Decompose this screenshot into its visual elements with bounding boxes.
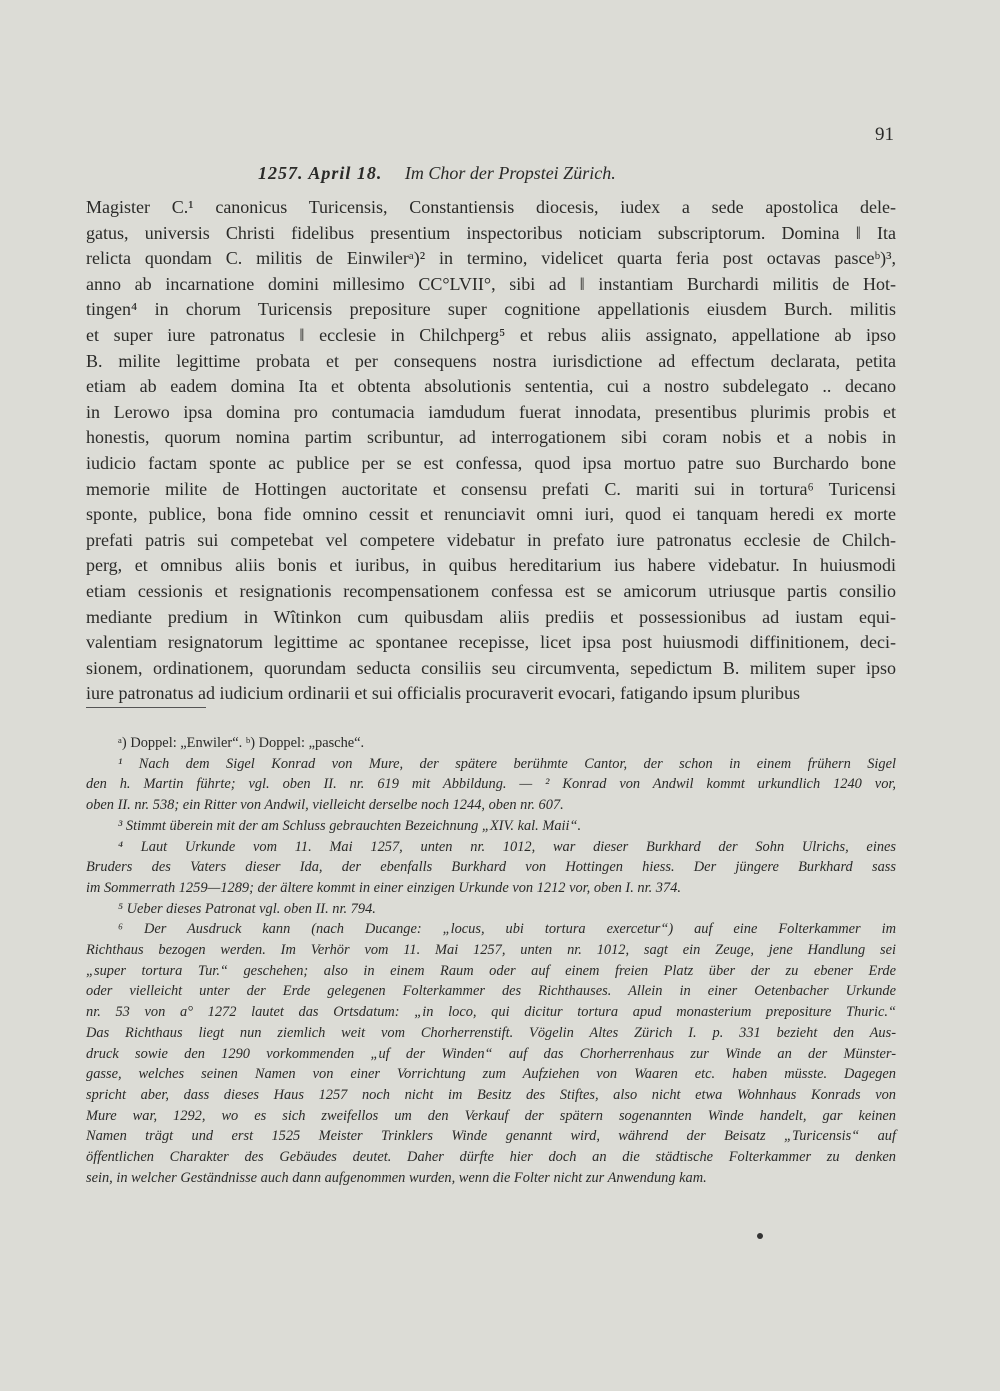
text-line: prefati patris sui competebat vel competere videbatur in prefato iure patronatus ecclesie de Chilch- xyxy=(86,529,896,550)
footnote-line: den h. Martin führte; vgl. oben II. nr. 619 mit Abbildung. — ² Konrad von Andwil kommt urkundlich 1240 vor, xyxy=(86,776,896,793)
text-line: iudicio factam sponte ac publice per se est confessa, quod ipsa mortuo patre suo Burchardo bone xyxy=(86,452,896,473)
footnote-line: druck sowie den 1290 vorkommenden „uf der Winden“ auf das Chorherrenhaus zur Winde an der Münster- xyxy=(86,1045,896,1062)
text-line: relicta quondam C. militis de Einwilerᵃ)² in termino, videlicet quarta feria post octavas pasceᵇ)³, xyxy=(86,248,896,269)
footnote-line: ³ Stimmt überein mit der am Schluss gebrauchten Bezeichnung „XIV. kal. Maii“. xyxy=(118,817,582,834)
charter-text xyxy=(86,195,896,707)
text-line: mediante predium in Wîtinkon cum quibusdam aliis prediis et possessionibus ad iustam equi- xyxy=(86,606,896,627)
variant-notes: ᵃ) Doppel: „Enwiler“. ᵇ) Doppel: „pasche“. xyxy=(118,735,365,751)
text-line: in Lerowo ipsa domina pro contumacia iamdudum fuerat innodata, presentibus plurimis probis et xyxy=(86,401,896,422)
text-line: et super iure patronatus ‖ ecclesie in Chilchperg⁵ et rebus aliis assignato, appellatione ab ipso xyxy=(86,324,896,345)
charter-place: Im Chor der Propstei Zürich. xyxy=(404,163,616,183)
text-line: B. milite legittime probata et per consequens nostra iurisdictione ad effectum declarata, petita xyxy=(86,350,896,371)
footnote-line: gasse, welches seinen Namen von einer Vorrichtung zum Aufziehen von Waaren etc. haben müsste. Dagegen xyxy=(86,1066,896,1083)
footnote-divider xyxy=(86,707,206,708)
footnote-line: ¹ Nach dem Sigel Konrad von Mure, der spätere berühmte Cantor, der schon in einem frühern Sigel xyxy=(118,755,896,772)
text-line: iure patronatus ad iudicium ordinarii et sui officialis procuraverit evocari, fatigando ipsum pluribus xyxy=(86,683,800,704)
charter-heading xyxy=(258,163,616,184)
text-line: etiam cessionis et resignationis recompensationem confessa est se amicorum utriusque partis consilio xyxy=(86,580,896,601)
footnotes xyxy=(86,733,896,1188)
footnote-line: ⁶ Der Ausdruck kann (nach Ducange: „locus, ubi tortura exercetur“) auf eine Folterkammer im xyxy=(118,921,896,938)
footnote-line: Namen trägt und erst 1525 Meister Trinklers Winde genannt wird, während der Beisatz „Turicensis“ auf xyxy=(86,1128,896,1145)
text-line: valentiam resignatorum legittime ac spontanee recepisse, licet ipsa post huiusmodi diffinitionem, deci- xyxy=(86,632,896,653)
footnote-line: im Sommerrath 1259—1289; der ältere kommt in einer einzigen Urkunde von 1212 vor, oben I. nr. 374. xyxy=(86,879,681,896)
footnote-line: Bruders des Vaters dieser Ida, der ebenfalls Burkhard von Hottingen hiess. Der jüngere Burkhard sass xyxy=(86,859,896,876)
text-line: perg, et omnibus aliis bonis et iuribus, in quibus hereditarium ius habere videbatur. In huiusmodi xyxy=(86,555,896,576)
footnote-line: Mure war, 1292, wo es sich zweifellos um den Verkauf der spätern sogenannten Winde handelt, gar keinen xyxy=(86,1107,896,1124)
text-line: Magister C.¹ canonicus Turicensis, Constantiensis diocesis, iudex a sede apostolica dele- xyxy=(86,197,896,217)
text-line: sponte, publice, bona fide omnino cessit et renunciavit omni iuri, quod ei tanquam heredi ex morte xyxy=(86,504,896,525)
footnote-lines xyxy=(86,754,896,1189)
footnote-line: Das Richthaus liegt nun ziemlich weit vom Chorherrenstift. Vögelin Altes Zürich I. p. 331 bezieht den Aus- xyxy=(86,1024,896,1041)
footnote-line: Richthaus bezogen werden. Im Verhör vom 11. Mai 1257, unten nr. 1012, sagt ein Zeuge, jene Handlung sei xyxy=(86,942,896,959)
page-number: 91 xyxy=(875,124,894,145)
text-line: memorie milite de Hottingen auctoritate et consensu prefati C. mariti sui in tortura⁶ Turicensi xyxy=(86,478,896,499)
footnote-line: öffentlichen Charakter des Gebäudes deutet. Daher dürfte hier doch an die städtische Folterkammer zu denken xyxy=(86,1149,896,1166)
text-line: honestis, quorum nomina partim scribuntur, ad interrogationem sibi coram nobis et a nobis in xyxy=(86,427,896,448)
charter-date: 1257. April 18. xyxy=(258,163,383,183)
footnote-line: oben II. nr. 538; ein Ritter von Andwil, vielleicht derselbe noch 1244, oben nr. 607. xyxy=(86,797,564,814)
text-line: etiam ab eadem domina Ita et obtenta absolutionis sententia, cui a nostro subdelegato .. decano xyxy=(86,376,896,397)
footnote-line: ⁵ Ueber dieses Patronat vgl. oben II. nr. 794. xyxy=(118,900,376,917)
footnote-line: sein, in welcher Geständnisse auch dann aufgenommen wurden, wenn die Folter nicht zur Anwendung kam. xyxy=(86,1169,707,1186)
footnote-line: oder vielleicht unter der Erde gelegenen Folterkammer des Richthauses. Allein in einer Oetenbacher Urkunde xyxy=(86,983,896,1000)
footnote-line: ⁴ Laut Urkunde vom 11. Mai 1257, unten nr. 1012, war dieser Burkhard der Sohn Ulrichs, eines xyxy=(118,838,896,855)
text-line: sionem, ordinationem, quorundam seducta consiliis seu circumventa, sepedictum B. militem super ipso xyxy=(86,657,896,678)
footnote-line: „super tortura Tur.“ geschehen; also in einem Raum oder auf einem freien Platz über der zu ebener Erde xyxy=(86,962,896,979)
text-line: tingen⁴ in chorum Turicensis prepositure super cognitione appellationis eiusdem Burch. militis xyxy=(86,299,896,320)
ink-dot xyxy=(757,1233,763,1239)
footnote-line: nr. 53 von a° 1272 lautet das Ortsdatum: „in loco, qui dicitur tortura apud monasterium prepositure Thuric.“ xyxy=(86,1004,896,1021)
text-line: anno ab incarnatione domini millesimo CC°LVII°, sibi ad ‖ instantiam Burchardi militis de Hot- xyxy=(86,273,896,294)
footnote-line: spricht aber, dass dieses Haus 1257 noch nicht im Besitz des Stiftes, also nicht etwa Wohnhaus Konrads von xyxy=(86,1086,896,1103)
text-line: gatus, universis Christi fidelibus presentium inspectoribus noticiam subscriptorum. Domina ‖ Ita xyxy=(86,222,896,243)
